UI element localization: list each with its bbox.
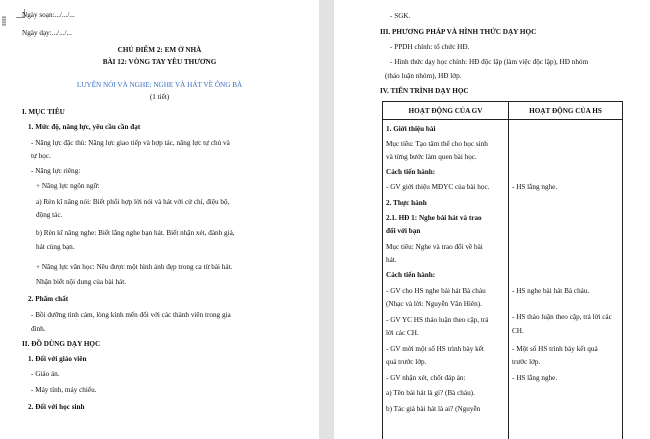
table-row: - GV giới thiệu MĐYC của bài học. [386, 183, 490, 191]
table-row: lời các CH. [386, 329, 419, 337]
paragraph-line: - Năng lực riêng: [31, 167, 81, 175]
subsection-heading: 2. Đối với học sinh [28, 403, 85, 411]
date-prepared: Ngày soạn:.../.../... [22, 11, 75, 19]
subsection-heading: 1. Mức độ, năng lực, yêu cầu cần đạt [28, 123, 141, 131]
topic-title: CHỦ ĐIỂM 2: EM Ở NHÀ [117, 46, 202, 54]
lesson-duration: (1 tiết) [149, 93, 170, 101]
table-row: - HS nghe bài hát Bà cháu. [512, 287, 590, 295]
drag-handle-icon[interactable] [2, 16, 6, 26]
section-heading: III. PHƯƠNG PHÁP VÀ HÌNH THỨC DẠY HỌC [380, 28, 537, 36]
table-row: 2. Thực hành [386, 199, 427, 207]
section-heading: IV. TIẾN TRÌNH DẠY HỌC [380, 87, 469, 95]
paragraph-line: Nhận biết nội dung của bài hát. [36, 278, 127, 286]
table-row: - GV mời một số HS trình bày kết [386, 345, 484, 353]
table-row: (Nhạc và lời: Nguyễn Văn Hiên). [386, 300, 482, 308]
table-row: CH. [512, 327, 524, 335]
table-row: - HS lắng nghe. [512, 374, 558, 382]
table-row: và từng bước làm quen bài học. [386, 153, 477, 161]
table-row: đổi với bạn [386, 227, 421, 235]
paragraph-line: + Năng lực ngôn ngữ: [36, 182, 100, 190]
paragraph-line: - Máy tính, máy chiếu. [31, 386, 97, 394]
subsection-heading: 1. Đối với giáo viên [28, 355, 87, 363]
table-header-gv: HOẠT ĐỘNG CỦA GV [383, 102, 509, 120]
table-header-hs: HOẠT ĐỘNG CỦA HS [509, 102, 623, 120]
table-row: 1. Giới thiệu bài [386, 125, 436, 133]
table-row: b) Tác giả bài hát là ai? (Nguyễn [386, 405, 481, 413]
table-row: Mục tiêu: Tạo tâm thế cho học sinh [386, 140, 488, 148]
table-row: - Một số HS trình bày kết quả [512, 345, 598, 353]
paragraph-line: b) Rèn kĩ năng nghe: Biết lắng nghe bạn hát. Biết nhận xét, đánh giá, [36, 229, 235, 237]
paragraph-line: hát cùng bạn. [36, 243, 75, 251]
table-row: - GV nhận xét, chốt đáp án: [386, 374, 466, 382]
table-row: Cách tiến hành: [386, 168, 436, 176]
paragraph-line: (thảo luận nhóm), HĐ lớp. [385, 72, 462, 80]
table-row: Cách tiến hành: [386, 271, 436, 279]
lesson-plan-table [382, 101, 623, 439]
section-heading: II. ĐỒ DÙNG DẠY HỌC [22, 340, 101, 348]
subsection-heading: 2. Phẩm chất [28, 295, 69, 303]
document-page-left [0, 0, 319, 439]
paragraph-line: đình. [31, 325, 46, 333]
paragraph-line: - PPDH chính: tổ chức HĐ. [390, 43, 470, 51]
document-page-right [334, 0, 650, 439]
table-row: a) Tên bài hát là gì? (Bà cháu). [386, 389, 475, 397]
table-row: 2.1. HĐ 1: Nghe bài hát và trao [386, 214, 482, 222]
paragraph-line: - Năng lực đặc thù: Năng lực giao tiếp và hợp tác, năng lực tự chủ và [31, 139, 230, 147]
table-row: quả trước lớp. [386, 358, 427, 366]
paragraph-line: động tác. [36, 211, 63, 219]
table-row: - GV YC HS thảo luận theo cặp, trả [386, 316, 489, 324]
paragraph-line: + Năng lực văn học: Nêu được một hình ảnh đẹp trong ca từ bài hát. [36, 263, 233, 271]
gv-activity-cell [383, 120, 509, 439]
table-row: trước lớp. [512, 358, 541, 366]
table-row: hát. [386, 256, 397, 264]
table-row: - HS thảo luận theo cặp, trả lời các [512, 313, 612, 321]
page-gap [319, 0, 334, 439]
paragraph-line: - Giáo án. [31, 370, 60, 378]
table-row: Mục tiêu: Nghe và trao đổi về bài [386, 243, 483, 251]
paragraph-line: - Hình thức dạy học chính: HĐ độc lập (làm việc độc lập), HĐ nhóm [390, 58, 589, 66]
hs-activity-cell [509, 120, 623, 439]
paragraph-line: tự học. [31, 152, 51, 160]
section-heading: I. MỤC TIÊU [22, 108, 65, 116]
date-taught: Ngày dạy:.../.../... [22, 29, 72, 37]
paragraph-line: - Bồi dưỡng tình cảm, lòng kính mến đối với các thành viên trong gia [31, 311, 231, 319]
table-row: - GV cho HS nghe bài hát Bà cháu [386, 287, 486, 295]
lesson-title: BÀI 12: VÒNG TAY YÊU THƯƠNG [102, 58, 217, 66]
lesson-subtitle: LUYỆN NÓI VÀ NGHE: NGHE VÀ HÁT VỀ ÔNG BÀ [76, 81, 243, 89]
paragraph-line: a) Rèn kĩ năng nói: Biết phối hợp lời nói và hát với cử chỉ, điệu bộ, [36, 198, 230, 206]
table-row: - HS lắng nghe. [512, 183, 558, 191]
paragraph-line: - SGK. [390, 12, 411, 20]
